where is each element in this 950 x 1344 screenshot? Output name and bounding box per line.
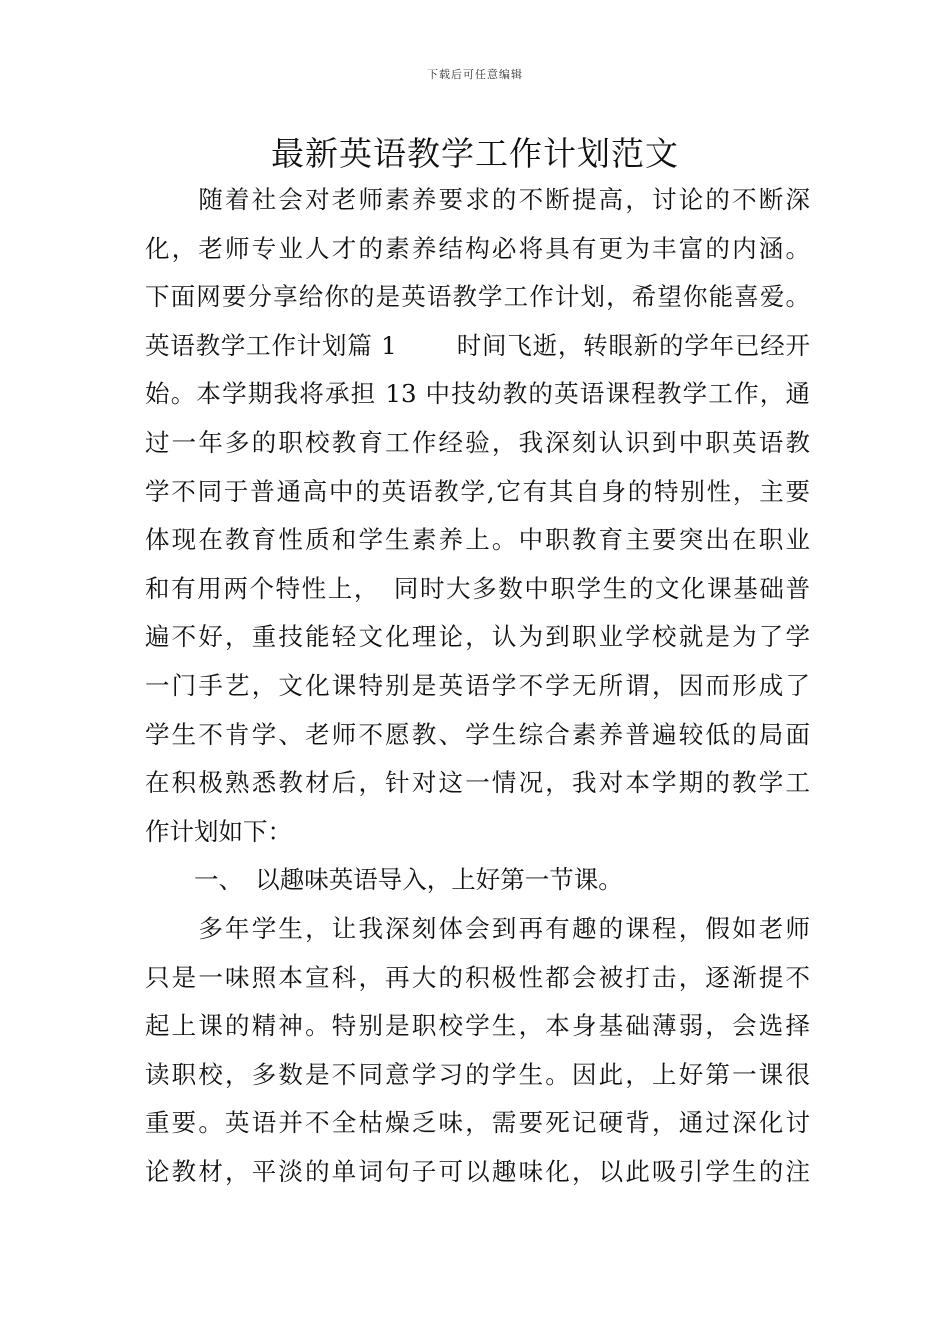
body-line: 在积极熟悉教材后，针对这一情况，我对本学期的教学工 (145, 768, 810, 798)
body-line: 英语教学工作计划篇 1 时间飞逝，转眼新的学年已经开 (145, 330, 810, 360)
body-line: 始。本学期我将承担 13 中技幼教的英语课程教学工作，通 (145, 379, 810, 409)
body-line: 学生不肯学、老师不愿教、学生综合素养普遍较低的局面 (145, 719, 810, 749)
document-title: 最新英语教学工作计划范文 (271, 134, 679, 173)
body-line: 学不同于普通高中的英语教学,它有其自身的特别性，主要 (145, 476, 810, 506)
body-line: 化，老师专业人才的素养结构必将具有更为丰富的内涵。 (145, 233, 810, 263)
body-line: 只是一味照本宣科，再大的积极性都会被打击，逐渐提不 (145, 962, 810, 992)
body-line: 一门手艺，文化课特别是英语学不学无所谓，因而形成了 (145, 670, 810, 700)
section-heading: 一、 以趣味英语导入，上好第一节课。 (145, 865, 623, 895)
body-line: 和有用两个特性上， 同时大多数中职学生的文化课基础普 (145, 573, 810, 603)
body-line: 随着社会对老师素养要求的不断提高，讨论的不断深 (145, 185, 810, 214)
body-line: 下面网要分享给你的是英语教学工作计划，希望你能喜爱。 (145, 282, 810, 312)
body-line: 论教材，平淡的单词句子可以趣味化，以此吸引学生的注 (145, 1156, 810, 1186)
body-line: 体现在教育性质和学生素养上。中职教育主要突出在职业 (145, 525, 810, 555)
body-line: 重要。英语并不全枯燥乏味，需要死记硬背，通过深化讨 (145, 1108, 810, 1138)
body-line: 作计划如下： (145, 816, 292, 846)
body-line: 读职校，多数是不同意学习的学生。因此，上好第一课很 (145, 1059, 810, 1089)
body-line: 多年学生，让我深刻体会到再有趣的课程，假如老师 (145, 913, 810, 943)
body-line: 过一年多的职校教育工作经验，我深刻认识到中职英语教 (145, 427, 810, 457)
body-line: 遍不好，重技能轻文化理论，认为到职业学校就是为了学 (145, 622, 810, 652)
body-line: 起上课的精神。特别是职校学生，本身基础薄弱，会选择 (145, 1011, 810, 1041)
document-body (145, 176, 810, 1196)
page-header-note: 下载后可任意编辑 (427, 68, 523, 81)
